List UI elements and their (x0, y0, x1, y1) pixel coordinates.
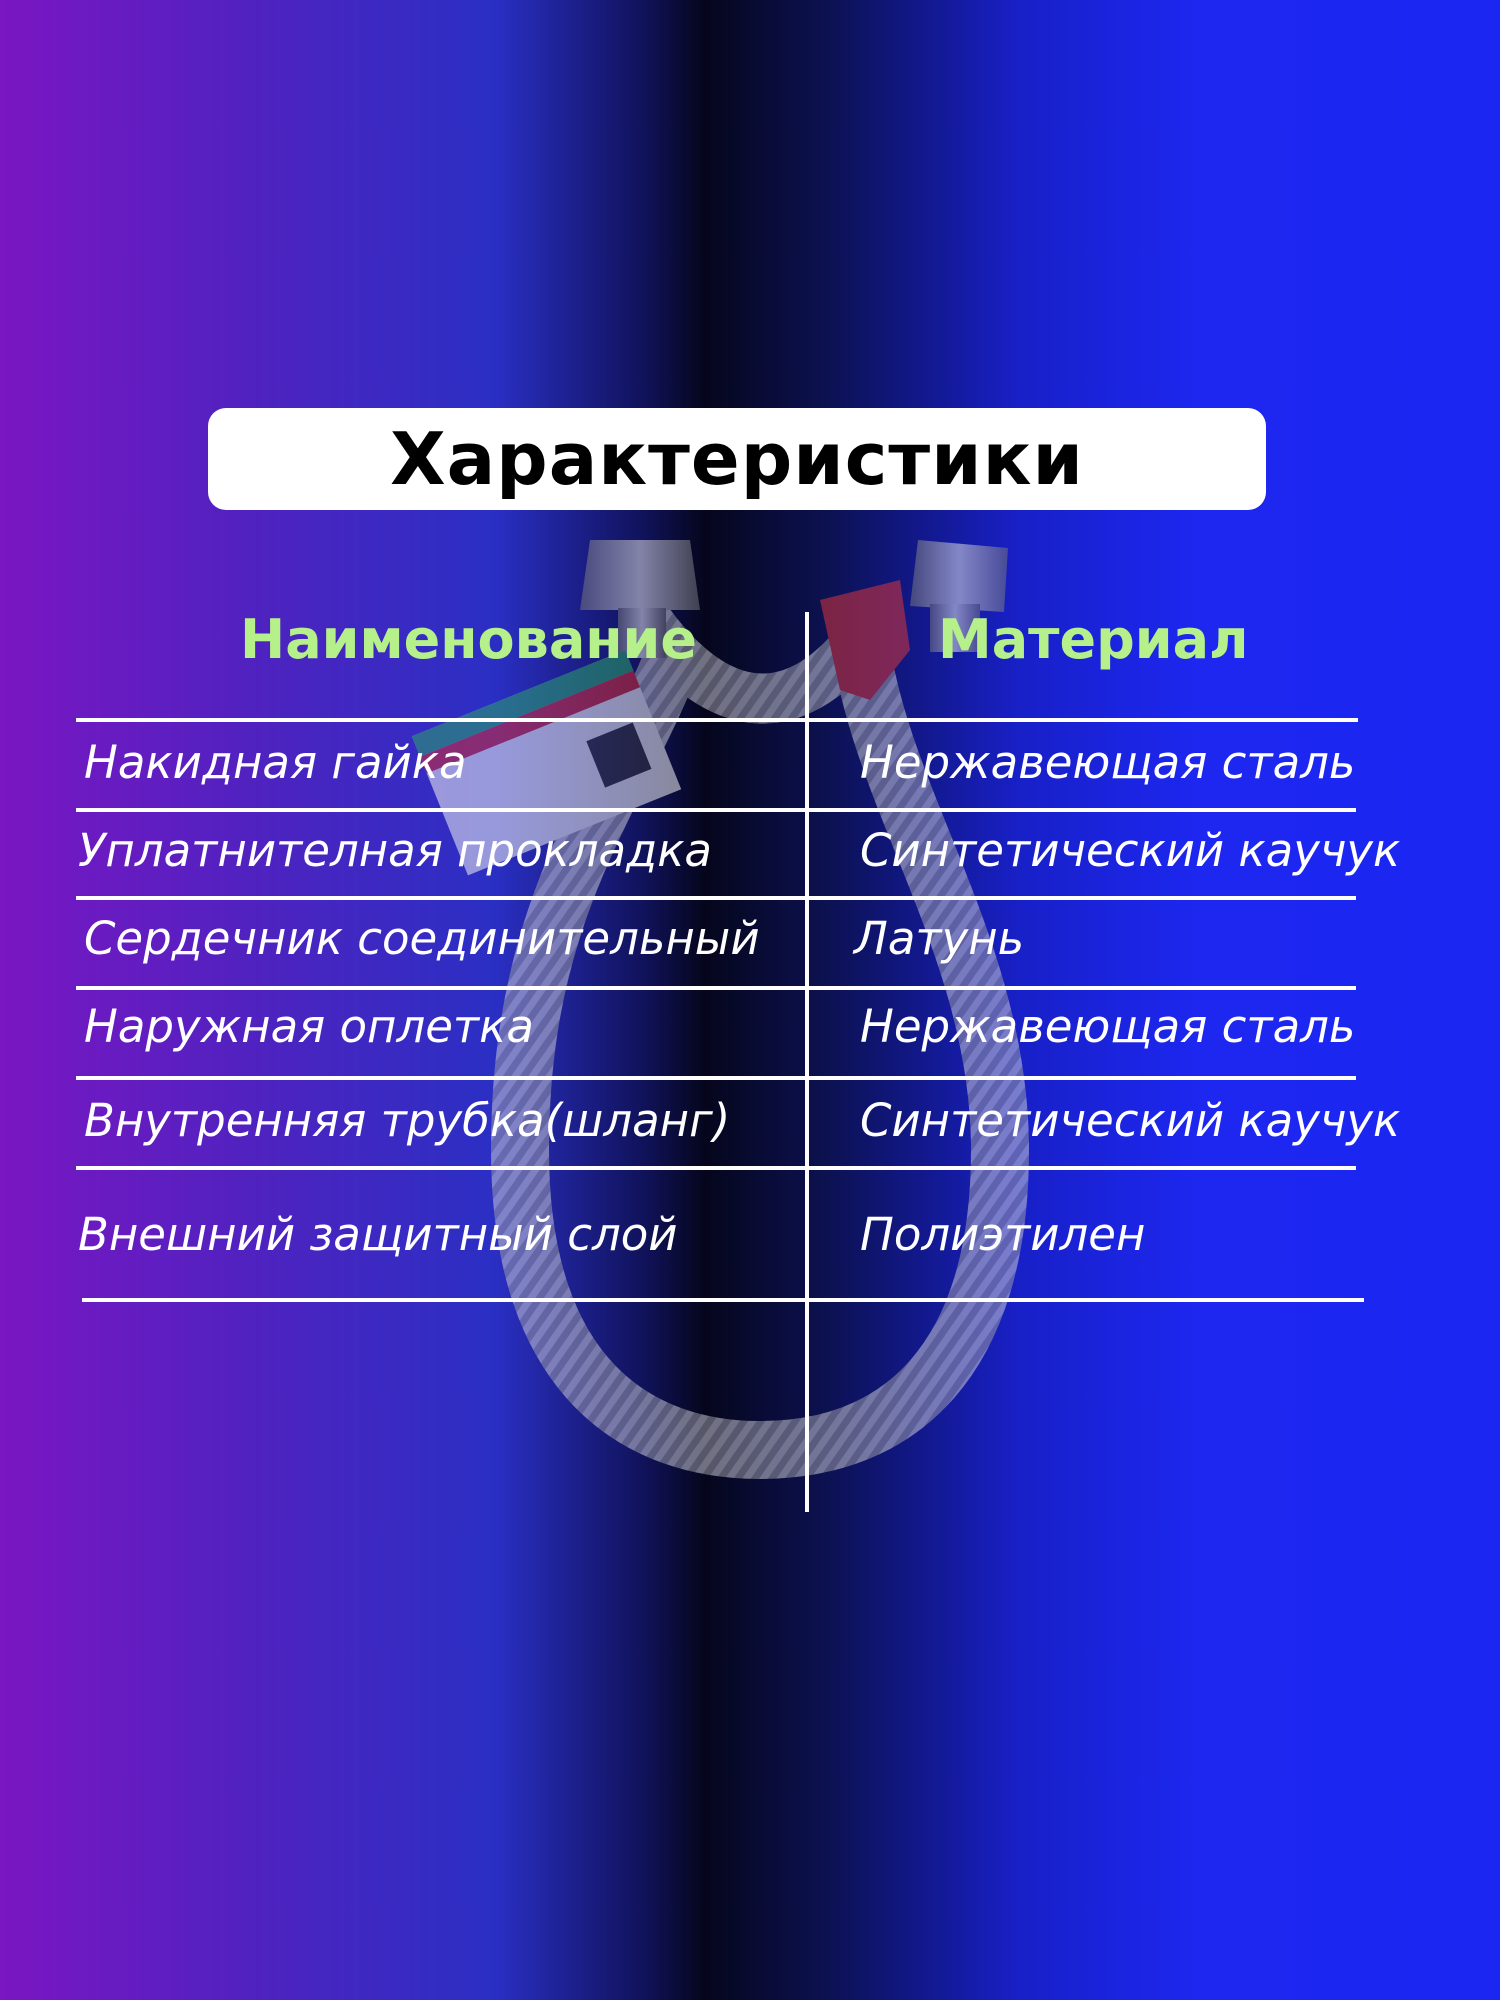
row-name: Внутренняя трубка(шланг) (84, 1094, 731, 1147)
row-material: Нержавеющая сталь (860, 736, 1356, 789)
row-material: Синтетический каучук (860, 824, 1401, 877)
row-divider (76, 718, 1358, 722)
row-material: Синтетический каучук (860, 1094, 1401, 1147)
row-divider (76, 1076, 1356, 1080)
row-name: Уплатнителная прокладка (78, 824, 712, 877)
row-divider (76, 896, 1356, 900)
row-name: Внешний защитный слой (78, 1208, 678, 1261)
column-divider (805, 612, 809, 1512)
title-banner (208, 408, 1266, 510)
row-divider (76, 808, 1356, 812)
row-name: Сердечник соединительный (84, 912, 760, 965)
page-title: Характеристики (390, 417, 1084, 501)
row-divider (82, 1298, 1364, 1302)
row-divider (76, 1166, 1356, 1170)
row-name: Наружная оплетка (84, 1000, 534, 1053)
row-divider (76, 986, 1356, 990)
header-material: Материал (938, 608, 1249, 671)
row-material: Латунь (854, 912, 1025, 965)
header-name: Наименование (240, 608, 698, 671)
row-name: Накидная гайка (84, 736, 467, 789)
row-material: Полиэтилен (860, 1208, 1146, 1261)
row-material: Нержавеющая сталь (860, 1000, 1356, 1053)
